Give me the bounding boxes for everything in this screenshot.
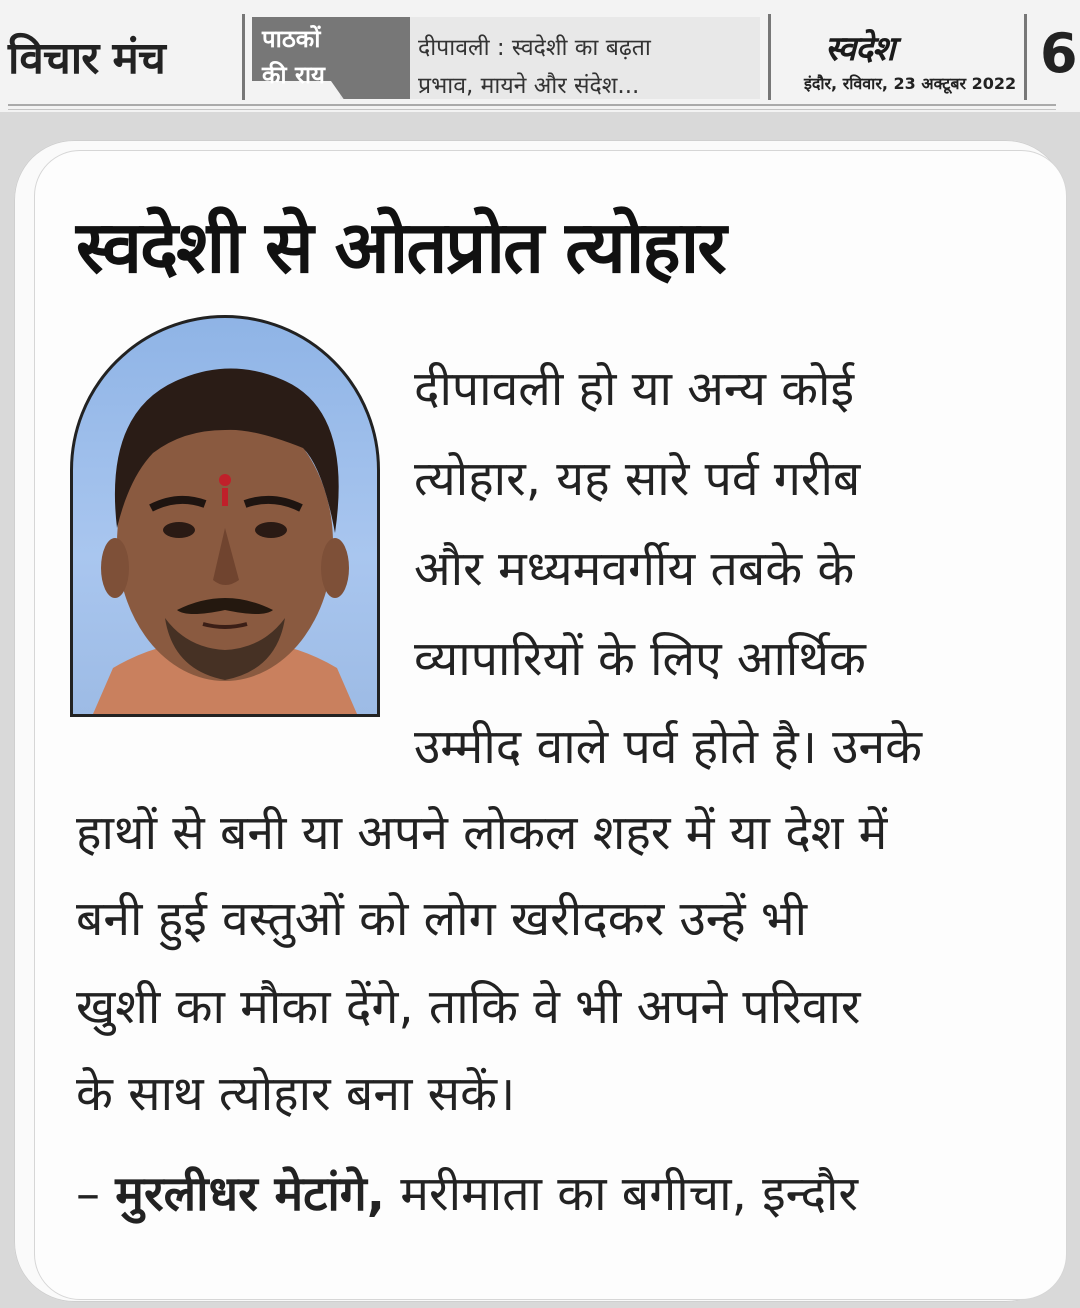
header-rule xyxy=(8,104,1056,106)
readers-label-line2: की राय xyxy=(262,61,325,89)
author-name: मुरलीधर मेटांगे, xyxy=(115,1166,386,1222)
readers-label-line1: पाठकों xyxy=(262,25,321,53)
body-line: बनी हुई वस्तुओं को लोग खरीदकर उन्हें भी xyxy=(76,891,808,947)
section-title: विचार मंच xyxy=(8,33,165,84)
related-headline-line2: प्रभाव, मायने और संदेश... xyxy=(418,73,640,99)
body-line: और मध्यमवर्गीय तबके के xyxy=(414,541,855,597)
author-photo xyxy=(70,315,380,717)
body-line: उम्मीद वाले पर्व होते है। उनके xyxy=(414,719,922,775)
divider xyxy=(1024,14,1027,100)
body-line: खुशी का मौका देंगे, ताकि वे भी अपने परिवार xyxy=(76,979,861,1035)
body-line: हाथों से बनी या अपने लोकल शहर में या देश में xyxy=(76,805,888,861)
body-line: व्यापारियों के लिए आर्थिक xyxy=(414,631,866,687)
newspaper-logo: स्वदेश xyxy=(825,29,895,69)
page-number: 6 xyxy=(1040,22,1078,85)
article-title: स्वदेशी से ओतप्रोत त्योहार xyxy=(76,205,725,289)
body-line-text: दीपावली हो या अन्य कोई xyxy=(414,361,855,417)
related-headline-line1: दीपावली : स्वदेशी का बढ़ता xyxy=(418,35,651,61)
body-line: के साथ त्योहार बना सकें। xyxy=(76,1066,516,1122)
divider xyxy=(768,14,771,100)
divider xyxy=(242,14,245,100)
author-location: मरीमाता का बगीचा, इन्दौर xyxy=(400,1166,859,1222)
page-header xyxy=(0,0,1080,112)
dateline: इंदौर, रविवार, 23 अक्टूबर 2022 xyxy=(804,74,1017,93)
body-line: त्योहार, यह सारे पर्व गरीब xyxy=(414,451,861,507)
header-rule xyxy=(8,109,1056,110)
signature-dash: – xyxy=(76,1166,100,1222)
author-signature xyxy=(76,1160,858,1225)
portrait-photo-icon xyxy=(73,318,377,714)
body-line xyxy=(414,361,1022,417)
